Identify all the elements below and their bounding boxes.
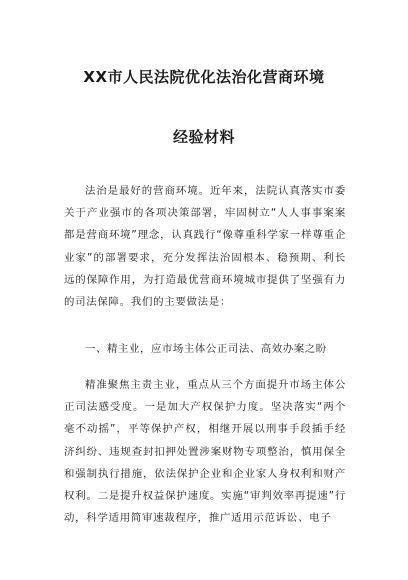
body-paragraph: 精准聚焦主责主业，重点从三个方面提升市场主体公正司法感受度。一是加大产权保护力度。坚决落实“两个毫不动摇”，平等保护产权，相继开展以刑事手段插手经济纠纷、违规查封扣押处置涉案财物专项整治，慎用保全和强制执行措施，依法保护企业和企业家人身权利和财产权利。二是提升权益保护速度。实施“审判效率再提速”行动，科学适用简审速裁程序，推广适用示范诉讼、电子 [64,379,346,525]
document-title: XX市人民法院优化法治化营商环境 [83,68,325,86]
section-heading: 一、精主业，应市场主体公正司法、高效办案之盼 [85,343,327,355]
intro-paragraph: 法治是最好的营商环境。近年来，法院认真落实市委关于产业强市的各项决策部署，牢固树立“人人事事案案都是营商环境”理念，认真践行“像尊重科学家一样尊重企业家”的部署要求，充分发挥法治固根本、稳预期、利长远的保障作用，为打造最优营商环境城市提供了坚强有力的司法保障。我们的主要做法是： [64,185,346,309]
document-subtitle: 经验材料 [172,128,235,146]
